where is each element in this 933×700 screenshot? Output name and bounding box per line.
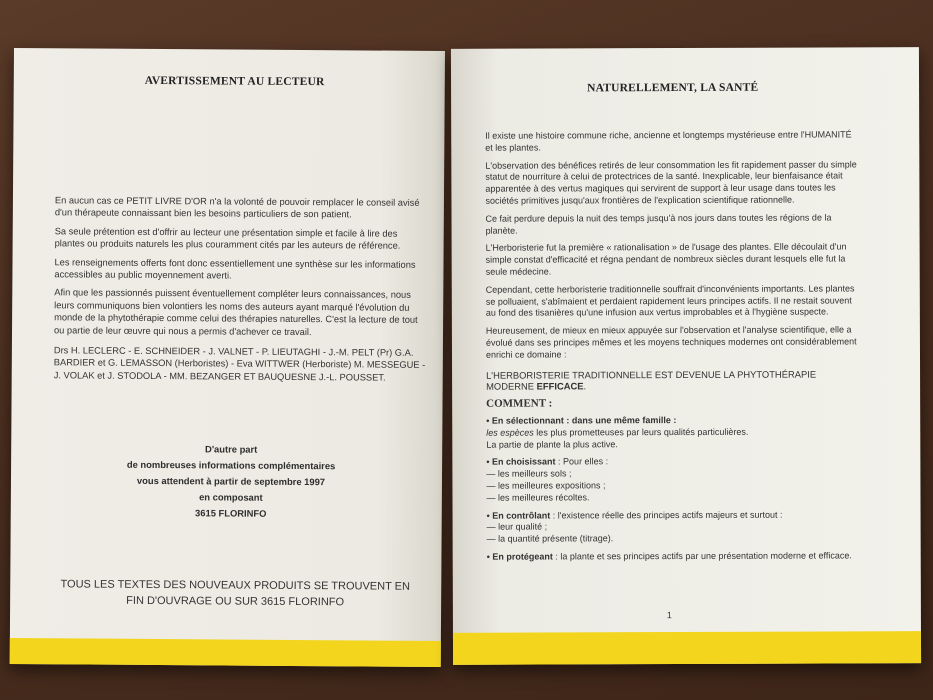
bullet-controlling — [487, 509, 863, 546]
notice-line-1: D'autre part — [205, 443, 258, 455]
headline-end: EFFICACE — [536, 380, 584, 392]
bullet1-em: les espèces — [486, 427, 534, 438]
left-paragraph-1: En aucun cas ce PETIT LIVRE D'OR n'a la volonté de pouvoir remplacer le conseil avisé d'un thérapeute connaissant bien les besoins particuliers de son patient. — [54, 195, 420, 220]
right-page — [451, 47, 921, 665]
left-page — [10, 48, 445, 667]
bullet2-item-1: — les meilleurs sols ; — [486, 468, 572, 479]
authors-list: Drs H. LECLERC - E. SCHNEIDER - J. VALNET - P. LIEUTAGHI - J.-M. PELT (Pr) G.A. BARDIER et G. LEMASSON (Herboristes) - Eva WITTWER (Herboriste) M. MESSEGUE - J. VOLAK et J. STODOLA - MM. BEZANGER ET BAUQUESNE J.-L. POUSSET. — [53, 345, 426, 383]
right-paragraph-5: Cependant, cette herboristerie traditionnelle souffrait d'inconvénients importants. Les plantes se polluaient, s'abîmaient et perdaient rapidement leurs principes actifs. Il ne restait souvent au fond des tisanières qu'une infusion aux vertus improbables et à l'hygiène suspecte. — [485, 283, 855, 319]
left-paragraph-3: Les renseignements offerts font donc essentiellement une synthèse sur les informations accessibles au public moyennement averti. — [54, 256, 416, 281]
left-page-title: AVERTISSEMENT AU LECTEUR — [144, 74, 325, 89]
bullet2-rest: : Pour elles : — [555, 456, 609, 467]
bullet1-line2: La partie de plante la plus active. — [486, 438, 618, 450]
right-paragraph-2: L'observation des bénéfices retirés de leur consommation les fit rapidement passer du simple statut de nourriture à celui de protectrices de la santé. Inexplicable, leur bienfaisance était apparentée à des vertus magiques qui servirent de support à leur usage dans toutes les sociétés primitives jusqu'aux frontières de l'explication scientifique rationnelle. — [485, 158, 857, 206]
right-page-title: NATURELLEMENT, LA SANTÉ — [587, 81, 759, 95]
headline-dot: . — [583, 380, 587, 392]
bullet2-head: • En choisissant — [486, 456, 556, 468]
page-number: 1 — [666, 610, 672, 621]
bullet3-rest: : l'existence réelle des principes actifs majeurs et surtout : — [550, 509, 783, 520]
right-paragraph-1: Il existe une histoire commune riche, ancienne et longtemps mystérieuse entre l'HUMANITÉ et les plantes. — [485, 129, 852, 153]
florinfo-notice — [121, 441, 342, 523]
bullet-selection — [486, 414, 862, 451]
right-paragraph-3: Ce fait perdure depuis la nuit des temps jusqu'à nos jours dans toutes les régions de la planète. — [485, 212, 832, 236]
comment-label: COMMENT : — [486, 397, 553, 410]
bullet2-item-3: — les meilleures récoltes. — [486, 492, 590, 503]
right-body — [485, 129, 863, 569]
left-paragraph-4: Afin que les passionnés puissent éventuellement compléter leurs connaissances, nous leurs communiquons bien volontiers les noms des auteurs ayant marqué l'évolution du monde de la phytothérapie comme celui des thérapies naturelles. C'est la lecture de tout ou partie de leur œuvre qui nous a permis d'achever ce travail. — [53, 287, 418, 337]
left-paragraph-2: Sa seule prétention est d'offrir au lecteur une présentation simple et facile à lire des plantes ou produits naturels les plus couramment cités par les auteurs de référence. — [54, 226, 401, 251]
notice-line-2: de nombreuses informations complémentaires — [126, 458, 336, 472]
bullet2-item-2: — les meilleures expositions ; — [486, 480, 606, 491]
right-paragraph-4: L'Herboristerie fut la première « rationalisation » de l'usage des plantes. Elle découlait d'un simple constat d'efficacité et régna pendant de nombreux siècles durant lesquels elle fut la seule médecine. — [485, 241, 847, 277]
headline — [486, 368, 862, 393]
right-paragraph-6: Heureusement, de mieux en mieux appuyée sur l'observation et l'analyse scientifique, elle a évolué dans ses principes mêmes et les moyens techniques modernes ont considérablement enrichi ce domaine : — [485, 324, 857, 360]
yellow-band — [10, 638, 441, 667]
bullet-choosing — [486, 456, 862, 504]
left-body — [54, 194, 427, 390]
bullet3-head: • En contrôlant — [486, 509, 551, 521]
headline-main: L'HERBORISTERIE TRADITIONNELLE EST DEVENUE LA PHYTOTHÉRAPIE MODERNE — [486, 368, 817, 393]
bullet3-item-2: — la quantité présente (titrage). — [486, 533, 614, 544]
notice-line-3: vous attendent à partir de septembre 1997 — [136, 474, 326, 488]
yellow-band — [453, 631, 921, 665]
notice-line-5: 3615 FLORINFO — [195, 507, 267, 519]
bullet1-rest: les plus prometteuses par leurs qualités particulières. — [533, 426, 749, 438]
notice-line-4: en composant — [199, 491, 263, 503]
bullet4-rest: : la plante et ses principes actifs par une présentation moderne et efficace. — [552, 550, 852, 562]
bullet4-head: • En protégeant — [486, 551, 553, 562]
bullet-protecting — [487, 550, 863, 563]
bullet3-item-1: — leur qualité ; — [486, 521, 548, 533]
left-footer-caps: TOUS LES TEXTES DES NOUVEAUX PRODUITS SE TROUVENT EN FIN D'OUVRAGE OU SUR 3615 FLORINFO — [60, 578, 411, 609]
bullet1-head: • En sélectionnant : dans une même famille : — [486, 414, 677, 426]
